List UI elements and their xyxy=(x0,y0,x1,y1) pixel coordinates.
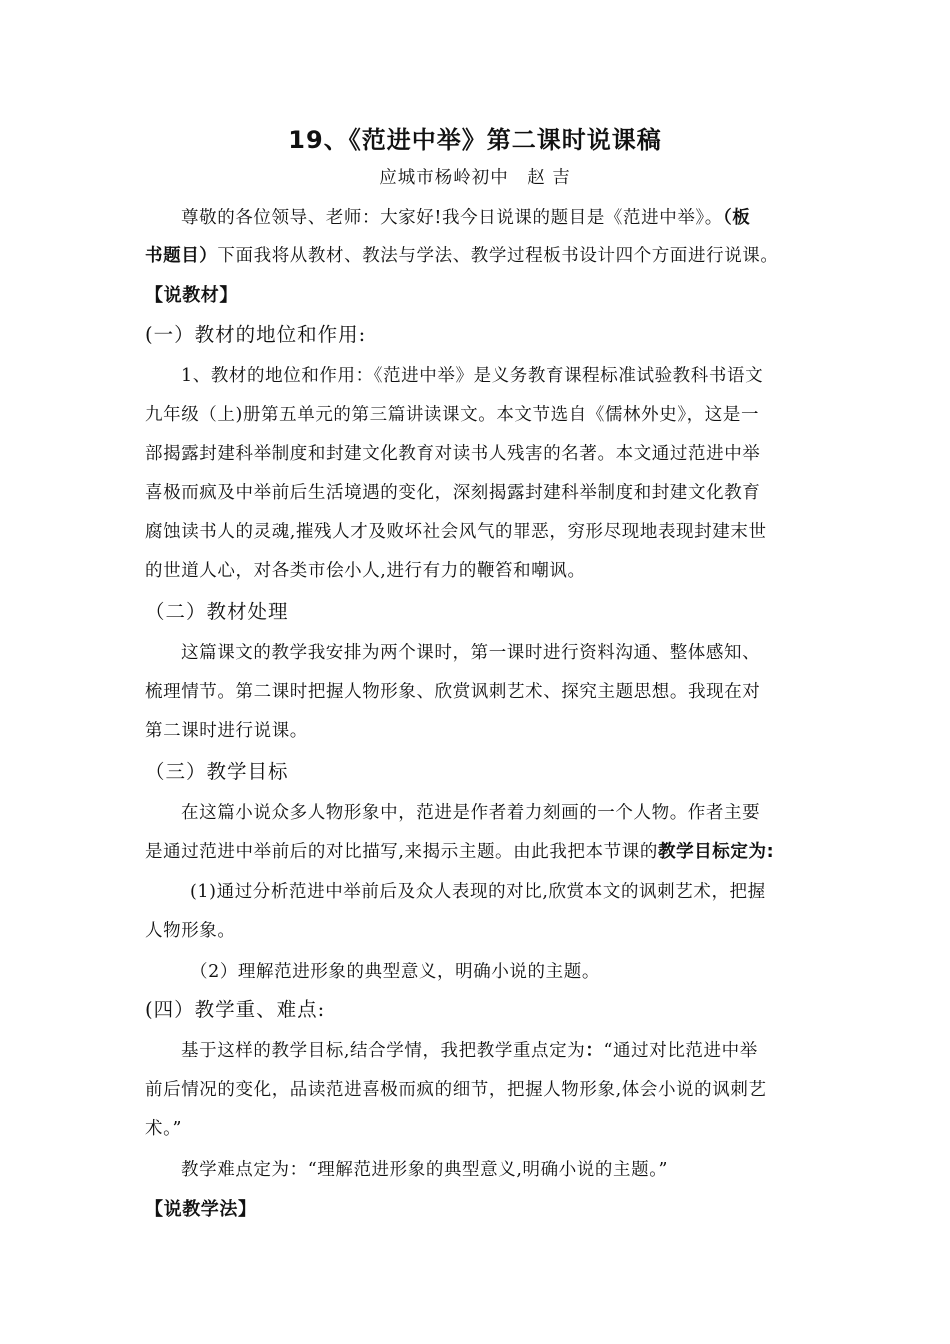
paragraph-line: 术。” xyxy=(145,1119,182,1139)
goal-1-line: 人物形象。 xyxy=(145,921,236,941)
intro-line-2 xyxy=(145,244,779,268)
intro-text: 尊敬的各位领导、老师：大家好!我今日说课的题目是《范进中举》。 xyxy=(181,208,723,228)
paragraph-text: 是通过范进中举前后的对比描写,来揭示主题。由此我把本节课的 xyxy=(145,842,658,862)
subheading-1: (一）教材的地位和作用: xyxy=(145,323,367,346)
paragraph-text: “通过对比范进中举 xyxy=(603,1041,758,1061)
intro-board-note: （板 xyxy=(722,208,751,228)
intro-board-note: 书题目） xyxy=(145,246,218,266)
paragraph-line xyxy=(145,840,774,864)
section-heading-jiaoxuefa: 【说教学法】 xyxy=(145,1199,257,1220)
intro-line-1 xyxy=(181,206,750,230)
author-byline: 应城市杨岭初中 赵 吉 xyxy=(379,168,571,188)
paragraph-line xyxy=(181,1039,758,1063)
paragraph-text: 基于这样的教学目标,结合学情，我把教学重点定为 xyxy=(181,1041,586,1061)
subheading-2: （二）教材处理 xyxy=(145,600,289,623)
paragraph-line: 九年级（上)册第五单元的第三篇讲读课文。本文节选自《儒林外史》，这是一 xyxy=(145,405,760,425)
paragraph-line: 这篇课文的教学我安排为两个课时，第一课时进行资料沟通、整体感知、 xyxy=(181,643,761,663)
goal-1-line: (1)通过分析范进中举前后及众人表现的对比,欣赏本文的讽刺艺术，把握 xyxy=(190,882,766,902)
paragraph-line: 第二课时进行说课。 xyxy=(145,721,308,741)
colon-mark: ： xyxy=(585,1041,604,1061)
goal-2-line: （2）理解范进形象的典型意义，明确小说的主题。 xyxy=(190,962,600,982)
subheading-4: (四）教学重、难点: xyxy=(145,998,326,1021)
page-title: 19、《范进中举》第二课时说课稿 xyxy=(288,126,662,154)
section-heading-jiaocai: 【说教材】 xyxy=(145,285,238,306)
paragraph-line: 梳理情节。第二课时把握人物形象、欣赏讽刺艺术、探究主题思想。我现在对 xyxy=(145,682,761,702)
intro-text: 下面我将从教材、教法与学法、教学过程板书设计四个方面进行说课。 xyxy=(217,246,779,266)
paragraph-line: 1、教材的地位和作用：《范进中举》是义务教育课程标准试验教科书语文 xyxy=(181,366,764,386)
paragraph-line: 前后情况的变化，品读范进喜极而疯的细节，把握人物形象,体会小说的讽刺艺 xyxy=(145,1080,767,1100)
paragraph-line: 在这篇小说众多人物形象中，范进是作者着力刻画的一个人物。作者主要 xyxy=(181,803,761,823)
teaching-goal-label: 教学目标定为: xyxy=(657,842,775,862)
paragraph-line: 喜极而疯及中举前后生活境遇的变化，深刻揭露封建科举制度和封建文化教育 xyxy=(145,483,761,503)
subheading-3: （三）教学目标 xyxy=(145,760,289,783)
paragraph-line: 教学难点定为：“理解范进形象的典型意义,明确小说的主题。” xyxy=(181,1160,669,1180)
paragraph-line: 腐蚀读书人的灵魂,摧残人才及败坏社会风气的罪恶，穷形尽现地表现封建末世 xyxy=(145,522,767,542)
paragraph-line: 部揭露封建科举制度和封建文化教育对读书人残害的名著。本文通过范进中举 xyxy=(145,444,761,464)
paragraph-line: 的世道人心，对各类市侩小人,进行有力的鞭笞和嘲讽。 xyxy=(145,561,586,581)
